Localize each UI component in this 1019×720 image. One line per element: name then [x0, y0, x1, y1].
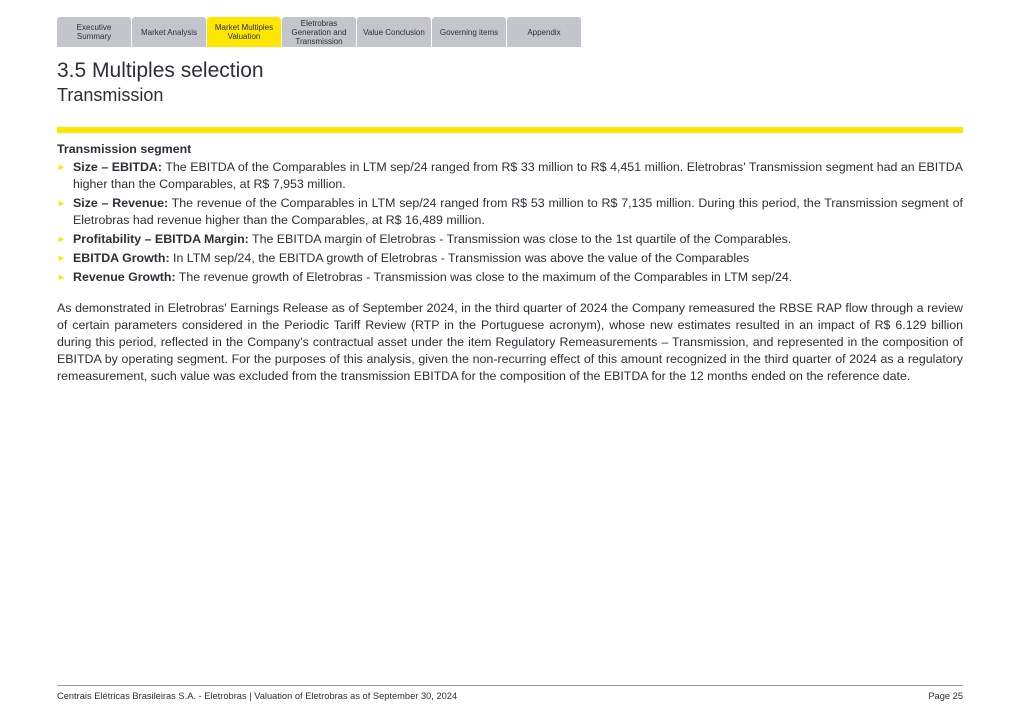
- tab-label: Eletrobras Generation and Transmission: [291, 18, 347, 46]
- triangle-right-icon: ►: [57, 198, 66, 208]
- bullet-size-ebitda: [57, 159, 963, 193]
- tab-market-analysis[interactable]: [132, 17, 206, 47]
- bullet-text: The revenue growth of Eletrobras - Transmission was close to the maximum of the Comparables in LTM sep/24.: [175, 270, 793, 284]
- bullet-term: Profitability – EBITDA Margin:: [73, 232, 249, 246]
- triangle-right-icon: ►: [57, 253, 66, 263]
- tab-label: Executive Summary: [76, 23, 112, 41]
- page-title: 3.5 Multiples selection: [57, 59, 264, 82]
- tab-label: Market Multiples Valuation: [214, 23, 274, 41]
- tab-generation-transmission[interactable]: [282, 17, 356, 47]
- triangle-right-icon: ►: [57, 272, 66, 282]
- bullet-size-revenue: [57, 195, 963, 229]
- bullet-term: Revenue Growth:: [73, 270, 176, 284]
- bullet-term: Size – EBITDA:: [73, 160, 163, 174]
- tab-governing-items[interactable]: [432, 17, 506, 47]
- section-nav-tabs: [57, 17, 581, 47]
- tab-label: Appendix: [527, 27, 561, 37]
- segment-heading: Transmission segment: [57, 142, 192, 156]
- remeasurement-paragraph: As demonstrated in Eletrobras' Earnings Release as of September 2024, in the third quarter of 2024 the Company remeasured the RBSE RAP flow through a review of certain parameters considered in the Periodic Tariff Review (RTP in the Portuguese acronym), whose new estimates resulted in an impact of R$ 6.129 billion during this period, reflected in the Company's contractual asset under the item Regulatory Remeasurements – Transmission, and represented in the composition of EBITDA by operating segment. For the purposes of this analysis, given the non-recurring effect of this amount recognized in the third quarter of 2024 as a regulatory remeasurement, such value was excluded from the transmission EBITDA for the composition of the EBITDA for the 12 months ended on the reference date.: [57, 301, 963, 383]
- tab-label: Governing items: [439, 27, 499, 37]
- bullet-term: Size – Revenue:: [73, 196, 169, 210]
- triangle-right-icon: ►: [57, 234, 66, 244]
- bullet-term: EBITDA Growth:: [73, 251, 170, 265]
- bullet-text: In LTM sep/24, the EBITDA growth of Eletrobras - Transmission was above the value of the Comparables: [169, 251, 750, 265]
- tab-label: Value Conclusion: [363, 27, 425, 37]
- footer-divider: [57, 685, 963, 686]
- bullet-revenue-growth: [57, 269, 963, 286]
- tab-appendix[interactable]: [507, 17, 581, 47]
- tab-market-multiples-valuation[interactable]: [207, 17, 281, 47]
- bullet-ebitda-growth: [57, 250, 963, 267]
- bullet-text: The revenue of the Comparables in LTM sep/24 ranged from R$ 53 million to R$ 7,135 million. During this period, the Transmission segment of Eletrobras had revenue higher than the Comparables, at R$ 16,489 million.: [73, 196, 963, 227]
- tab-executive-summary[interactable]: [57, 17, 131, 47]
- bullet-list: [57, 159, 963, 286]
- tab-value-conclusion[interactable]: [357, 17, 431, 47]
- page-subtitle: Transmission: [57, 85, 164, 105]
- bullet-ebitda-margin: [57, 231, 963, 248]
- accent-divider: [57, 127, 963, 133]
- tab-label: Market Analysis: [140, 27, 198, 37]
- main-content: [57, 141, 963, 397]
- page-number: Page 25: [928, 691, 963, 701]
- footer-text: Centrais Elétricas Brasileiras S.A. - Eletrobras | Valuation of Eletrobras as of September 30, 2024: [57, 691, 458, 701]
- triangle-right-icon: ►: [57, 162, 66, 172]
- bullet-text: The EBITDA margin of Eletrobras - Transmission was close to the 1st quartile of the Comparables.: [248, 232, 792, 246]
- bullet-text: The EBITDA of the Comparables in LTM sep/24 ranged from R$ 33 million to R$ 4,451 million. Eletrobras' Transmission segment had an EBITDA higher than the Comparables, at R$ 7,953 million.: [73, 160, 963, 191]
